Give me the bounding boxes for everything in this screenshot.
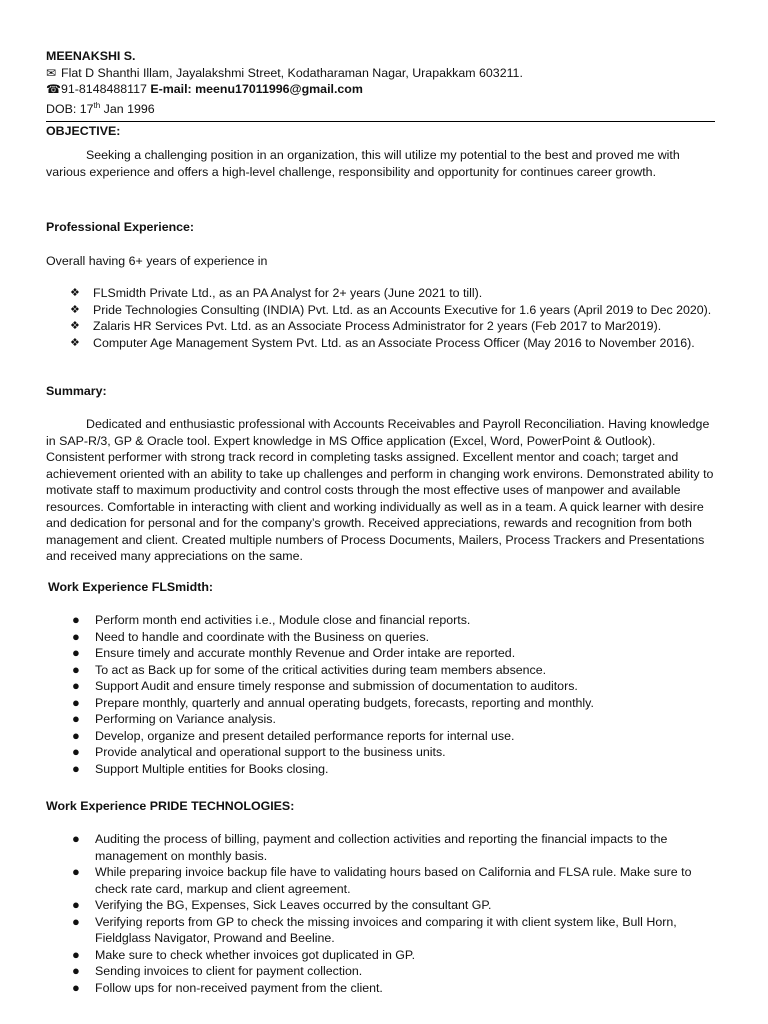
bullet-icon: ● (72, 727, 80, 743)
list-item: ● Need to handle and coordinate with the Business on queries. (72, 628, 430, 644)
diamond-bullet-icon: ❖ (70, 287, 80, 299)
flsmidth-duties-list (46, 612, 716, 777)
pride-duties-list (46, 831, 716, 996)
list-item: ● Verifying reports from GP to check the missing invoices and comparing it with client system like, Bull Horn, Fieldglass Navigator, Prowand and Beeline. (72, 913, 677, 945)
list-item: ● Provide analytical and operational support to the business units. (72, 744, 446, 759)
list-item: ● Sending invoices to client for payment collection. (72, 963, 363, 978)
bullet-icon: ● (72, 678, 80, 693)
list-item: ❖ FLSmidth Private Ltd., as an PA Analyst for 2+ years (June 2021 to till). (70, 286, 483, 300)
pride-heading: Work Experience PRIDE TECHNOLOGIES: (46, 799, 295, 813)
contact-line (46, 81, 716, 98)
bullet-icon: ● (72, 744, 80, 759)
list-item: ● Support Audit and ensure timely response and submission of documentation to auditors. (72, 678, 578, 693)
objective-text: Seeking a challenging position in an organization, this will utilize my potential to the best and proved me with various experience and offers a high-level challenge, responsibility and opportunity for continues career growth. (46, 148, 680, 179)
list-item: ● Prepare monthly, quarterly and annual operating budgets, forecasts, reporting and monthly. (72, 694, 594, 710)
bullet-icon: ● (72, 979, 80, 995)
phone-icon: ☎ (46, 82, 61, 96)
bullet-icon: ● (72, 946, 80, 962)
bullet-icon: ● (72, 645, 80, 660)
list-item: ● Perform month end activities i.e., Module close and financial reports. (72, 612, 471, 627)
list-item: ● Follow ups for non-received payment from the client. (72, 979, 383, 995)
flsmidth-heading: Work Experience FLSmidth: (48, 580, 214, 594)
email-label: E-mail: (150, 82, 192, 96)
bullet-icon: ● (72, 612, 80, 627)
bullet-icon: ● (72, 864, 80, 879)
bullet-icon: ● (72, 831, 80, 846)
address-line (46, 65, 716, 82)
experience-intro: Overall having 6+ years of experience in (46, 254, 268, 268)
diamond-bullet-icon: ❖ (70, 320, 80, 332)
list-item: ● Verifying the BG, Expenses, Sick Leaves occurred by the consultant GP. (72, 897, 492, 912)
experience-list (46, 285, 716, 351)
summary-heading: Summary: (46, 384, 107, 398)
objective-heading: OBJECTIVE: (46, 124, 121, 138)
list-item: ❖ Computer Age Management System Pvt. Ltd. as an Associate Process Officer (May 2016 to November 2016). (70, 335, 695, 350)
list-item: ● Performing on Variance analysis. (72, 711, 276, 726)
dob-line (46, 98, 716, 118)
dob-suffix: Jan 1996 (100, 101, 155, 116)
diamond-bullet-icon: ❖ (70, 303, 80, 316)
list-item: ● Ensure timely and accurate monthly Revenue and Order intake are reported. (72, 645, 516, 660)
candidate-name: MEENAKSHI S. (46, 49, 136, 63)
address-text: Flat D Shanthi Illam, Jayalakshmi Street, Kodatharaman Nagar, Urapakkam 603211. (61, 65, 523, 80)
bullet-icon: ● (72, 628, 80, 644)
bullet-icon: ● (72, 897, 80, 912)
bullet-icon: ● (72, 711, 80, 726)
list-item: ● Support Multiple entities for Books closing. (72, 760, 329, 776)
header-divider (46, 121, 715, 122)
experience-heading: Professional Experience: (46, 220, 195, 234)
phone-number: 91-8148488117 (61, 82, 147, 96)
diamond-bullet-icon: ❖ (70, 336, 80, 349)
list-item: ❖ Pride Technologies Consulting (INDIA) Pvt. Ltd. as an Accounts Executive for 1.6 years (April 2019 to Dec 2020). (70, 302, 712, 317)
dob-prefix: DOB: 17 (46, 101, 94, 116)
list-item: ● Auditing the process of billing, payment and collection activities and reporting the financial impacts to the management on monthly basis. (72, 831, 668, 863)
bullet-icon: ● (72, 694, 80, 710)
list-item: ● To act as Back up for some of the critical activities during team members absence. (72, 661, 547, 677)
list-item: ❖ Zalaris HR Services Pvt. Ltd. as an Associate Process Administrator for 2 years (Feb 2017 to Mar2019). (70, 319, 662, 333)
bullet-icon: ● (72, 913, 80, 929)
list-item: ● While preparing invoice backup file have to validating hours based on California and FLSA rule. Make sure to check rate card, markup and client agreement. (72, 864, 692, 896)
envelope-icon: ✉ (46, 65, 57, 80)
summary-text: Dedicated and enthusiastic professional with Accounts Receivables and Payroll Reconciliation. Having knowledge in SAP-R/3, GP & Oracle tool. Expert knowledge in MS Office application (Excel, Word, PowerPoint & Outlook). Consistent performer with strong track record in completing tasks assigned. Excellent mentor and coach; target and achievement oriented with an ability to take up challenges and perform in changing work environs. Demonstrated ability to motivate staff to maximum productivity and control costs through the most effective uses of manpower and available resources. Comfortable in interacting with client and working individually as well as in a team. A quick learner with desire and dedication for personal and for the company’s growth. Received appreciations, rewards and recognition from both management and client. Created multiple numbers of Process Documents, Mailers, Process Trackers and Presentations and received many appreciations on the same. (46, 417, 714, 563)
resume-header (46, 48, 716, 117)
bullet-icon: ● (72, 661, 80, 677)
list-item: ● Develop, organize and present detailed performance reports for internal use. (72, 727, 515, 743)
email-address[interactable]: meenu17011996@gmail.com (195, 82, 363, 96)
list-item: ● Make sure to check whether invoices got duplicated in GP. (72, 946, 416, 962)
bullet-icon: ● (72, 760, 80, 776)
dob-superscript: th (93, 100, 101, 110)
bullet-icon: ● (72, 963, 80, 978)
